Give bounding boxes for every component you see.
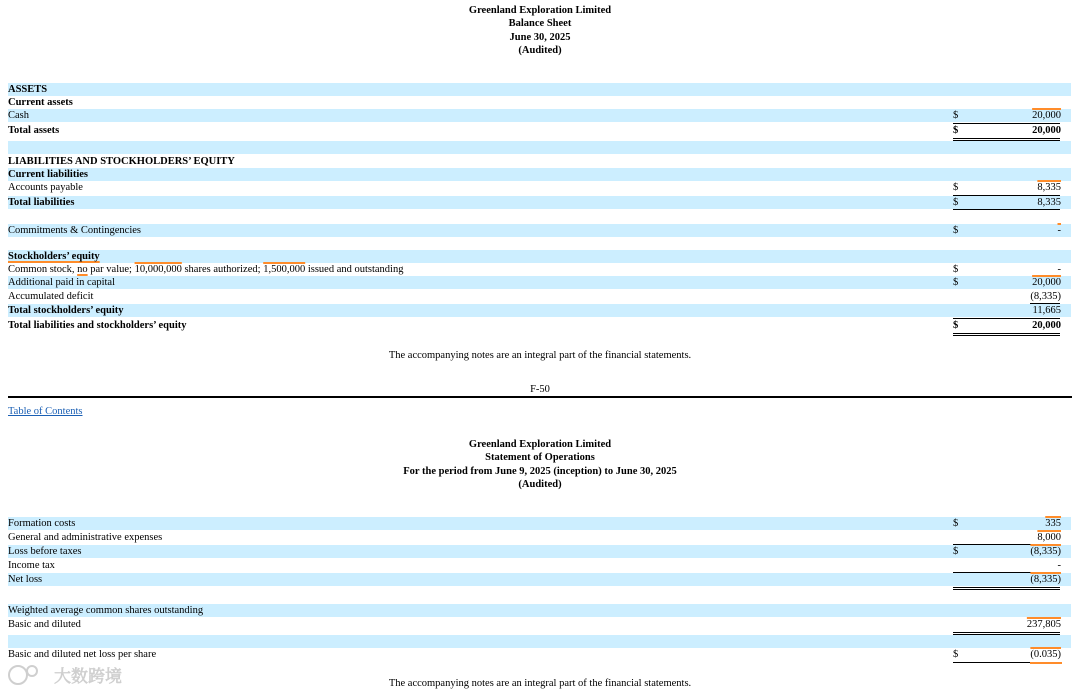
apic-row [8, 276, 1071, 289]
currency-symbol: $ [953, 277, 959, 288]
liabilities-heading: LIABILITIES AND STOCKHOLDERS’ EQUITY [8, 156, 235, 167]
common-stock-text-4: issued and outstanding [305, 264, 404, 275]
double-rule [953, 587, 1060, 590]
weighted-average-row [8, 604, 1071, 617]
common-stock-authorized: 10,000,000 [134, 264, 182, 275]
total-equity-value: 11,665 [1032, 305, 1061, 316]
total-equity-row [8, 304, 1071, 317]
eps-label: Basic and diluted net loss per share [8, 649, 157, 660]
rule [953, 209, 1060, 210]
currency-symbol: $ [953, 110, 959, 121]
liabilities-heading-row [8, 155, 1071, 168]
rule [1030, 303, 1060, 304]
ops-statement-title: Statement of Operations [485, 452, 595, 464]
currency-symbol: $ [953, 320, 959, 331]
cash-label: Cash [8, 110, 29, 121]
equity-heading-row [8, 250, 1071, 263]
common-stock-text-2: par value; [87, 264, 135, 275]
balance-footnote: The accompanying notes are an integral part of the financial statements. [388, 350, 692, 361]
cash-value: 20,000 [1032, 110, 1061, 121]
total-liab-equity-row [8, 319, 1071, 332]
apic-value: 20,000 [1032, 277, 1061, 288]
total-assets-value: 20,000 [1032, 125, 1061, 136]
common-stock-issued: 1,500,000 [263, 264, 306, 275]
basic-diluted-value: 237,805 [1026, 619, 1061, 630]
ops-period: For the period from June 9, 2025 (inception) to June 30, 2025 [403, 465, 677, 477]
basic-diluted-shares-row [8, 618, 1071, 631]
loss-before-taxes-label: Loss before taxes [8, 546, 82, 557]
commitments-row [8, 224, 1071, 237]
spellcheck-mark [1030, 662, 1062, 664]
rule [953, 123, 1060, 124]
balance-date: June 30, 2025 [509, 31, 571, 43]
currency-symbol: $ [953, 264, 959, 275]
current-liabilities-row [8, 168, 1071, 181]
accounts-payable-value: 8,335 [1037, 182, 1061, 193]
accumulated-deficit-label: Accumulated deficit [8, 291, 94, 302]
income-tax-label: Income tax [8, 560, 55, 571]
page-number: F-50 [530, 384, 550, 395]
spacer-row [8, 141, 1071, 154]
common-stock-label [8, 263, 403, 276]
total-liabilities-value: 8,335 [1037, 197, 1061, 208]
eps-row [8, 648, 1071, 661]
ga-expenses-row [8, 531, 1071, 544]
formation-costs-value: 335 [1045, 518, 1061, 529]
current-assets-heading: Current assets [8, 97, 73, 108]
accounts-payable-label: Accounts payable [8, 182, 83, 193]
equity-heading: Stockholders’ equity [8, 251, 100, 262]
common-stock-value: - [1057, 264, 1061, 275]
assets-heading: ASSETS [8, 84, 48, 95]
page-break-rule [8, 396, 1072, 398]
commitments-value: - [1057, 225, 1061, 236]
eps-value: (0.035) [1030, 649, 1061, 660]
common-stock-text-1: Common stock, [8, 264, 78, 275]
watermark-text: 大数跨境 [54, 667, 122, 687]
total-liab-equity-label: Total liabilities and stockholders’ equity [8, 320, 187, 331]
cash-row [8, 109, 1071, 122]
total-equity-label: Total stockholders’ equity [8, 305, 124, 316]
common-stock-no: no [77, 264, 88, 275]
currency-symbol: $ [953, 649, 959, 660]
total-liab-equity-value: 20,000 [1032, 320, 1061, 331]
basic-diluted-label: Basic and diluted [8, 619, 81, 630]
accumulated-deficit-row [8, 290, 1071, 303]
formation-costs-row [8, 517, 1071, 530]
common-stock-row [8, 263, 1071, 276]
accounts-payable-row [8, 181, 1071, 194]
loss-before-taxes-row [8, 545, 1071, 558]
double-rule [953, 333, 1060, 336]
currency-symbol: $ [953, 225, 959, 236]
current-liabilities-heading: Current liabilities [8, 169, 89, 180]
net-loss-row [8, 573, 1071, 586]
currency-symbol: $ [953, 518, 959, 529]
currency-symbol: $ [953, 125, 959, 136]
rule [953, 318, 1060, 319]
ops-footnote: The accompanying notes are an integral part of the financial statements. [388, 678, 692, 689]
spacer-row [8, 635, 1071, 648]
balance-statement-title: Balance Sheet [508, 18, 572, 30]
income-tax-row [8, 559, 1071, 572]
total-liabilities-row [8, 196, 1071, 209]
total-liabilities-label: Total liabilities [8, 197, 75, 208]
ga-expenses-value: 8,000 [1037, 532, 1061, 543]
apic-label: Additional paid in capital [8, 277, 116, 288]
net-loss-value: (8,335) [1030, 574, 1061, 585]
total-assets-label: Total assets [8, 125, 60, 136]
assets-heading-row [8, 83, 1071, 96]
watermark-logo-icon [6, 662, 146, 688]
formation-costs-label: Formation costs [8, 518, 76, 529]
balance-company-name: Greenland Exploration Limited [468, 5, 612, 16]
rule [953, 195, 1060, 196]
net-loss-label: Net loss [8, 574, 43, 585]
loss-before-taxes-value: (8,335) [1030, 546, 1061, 557]
current-assets-row [8, 96, 1071, 109]
total-assets-row [8, 124, 1071, 137]
table-of-contents-link[interactable]: Table of Contents [8, 406, 83, 417]
commitments-label: Commitments & Contingencies [8, 225, 141, 236]
weighted-average-label: Weighted average common shares outstanding [8, 605, 204, 616]
currency-symbol: $ [953, 182, 959, 193]
common-stock-text-3: shares authorized; [181, 264, 264, 275]
currency-symbol: $ [953, 546, 959, 557]
balance-audited: (Audited) [518, 45, 562, 57]
ga-expenses-label: General and administrative expenses [8, 532, 163, 543]
accumulated-deficit-value: (8,335) [1030, 291, 1061, 302]
currency-symbol: $ [953, 197, 959, 208]
ops-company-name: Greenland Exploration Limited [468, 439, 612, 450]
income-tax-value: - [1057, 560, 1061, 571]
ops-audited: (Audited) [518, 479, 562, 491]
watermark [6, 662, 146, 688]
